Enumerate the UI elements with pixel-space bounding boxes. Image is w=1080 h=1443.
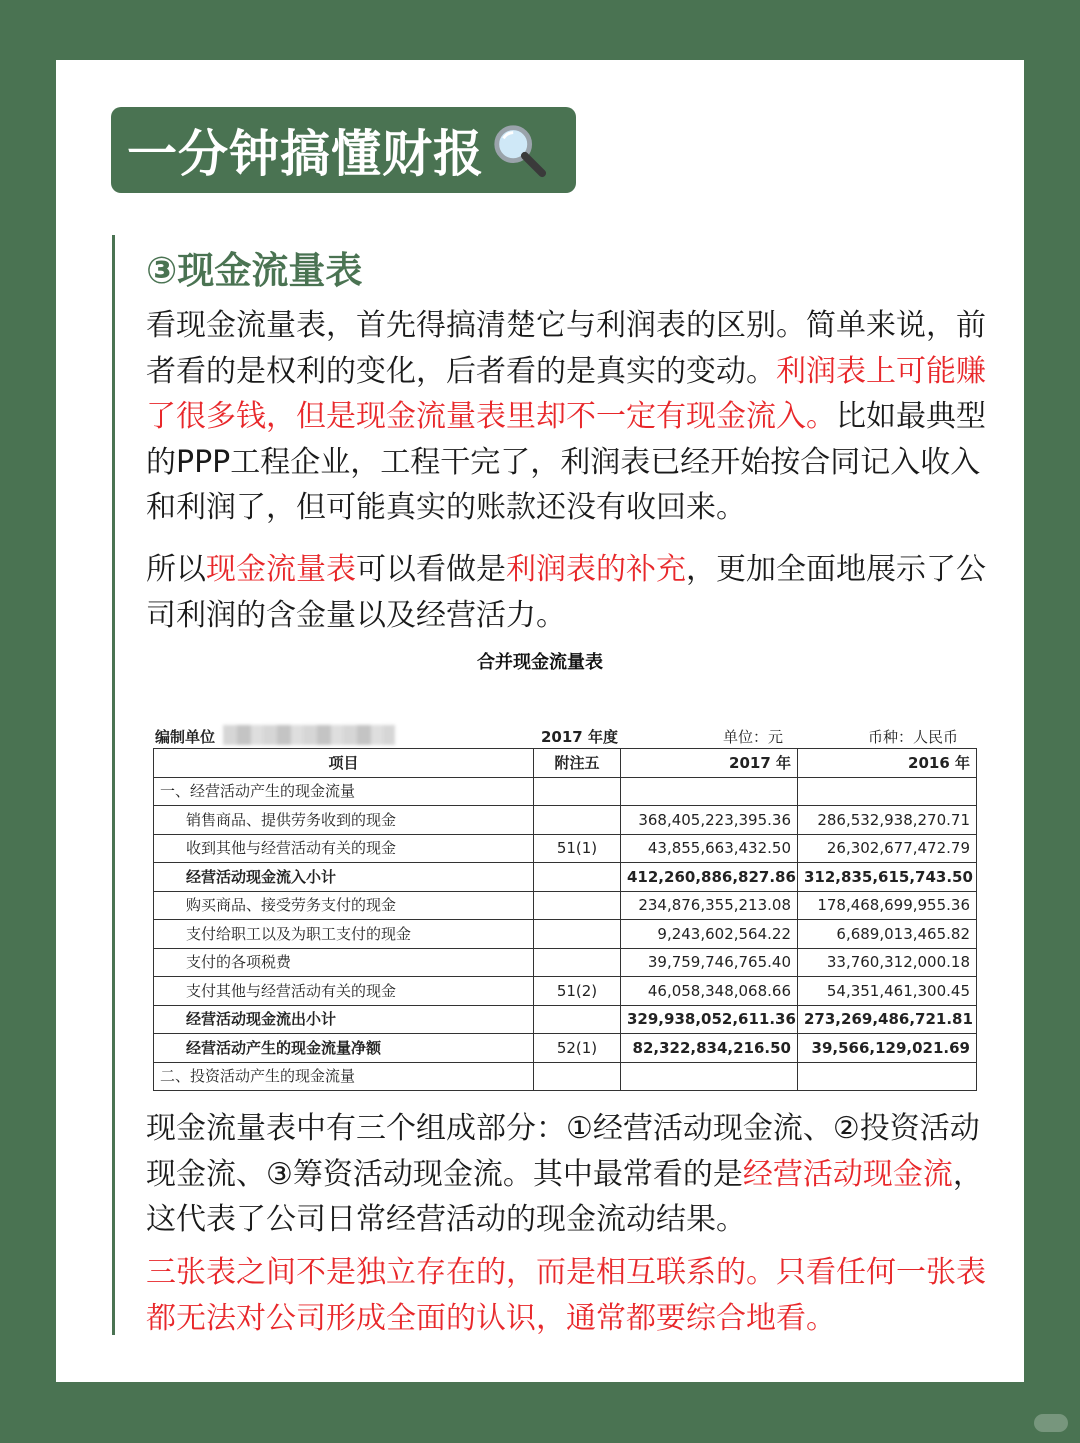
p1-text-b: 比如最典型的PPP工程企业，工程干完了，利润表已经开始按合同记入收入和利润了，但可能真实的账款还没有收回来。 bbox=[146, 399, 986, 525]
row-note bbox=[534, 891, 621, 920]
table-row bbox=[154, 834, 977, 863]
row-2016: 312,835,615,743.50 bbox=[798, 863, 977, 892]
row-2016: 39,566,129,021.69 bbox=[798, 1034, 977, 1063]
page-title: 一分钟搞懂财报 bbox=[127, 125, 484, 183]
row-2016 bbox=[798, 777, 977, 806]
left-accent-line bbox=[112, 235, 115, 1335]
table-row bbox=[154, 863, 977, 892]
p3-text-a: 现金流量表中有三个组成部分：①经营活动现金流、②投资活动现金流、③筹资活动现金流。其中最常看的是 bbox=[146, 1111, 980, 1192]
row-2017: 329,938,052,611.36 bbox=[621, 1005, 798, 1034]
row-2017: 82,322,834,216.50 bbox=[621, 1034, 798, 1063]
table-unit-label: 编制单位 bbox=[155, 728, 216, 746]
paragraph-3 bbox=[146, 1106, 1006, 1243]
paragraph-4 bbox=[146, 1250, 1006, 1341]
row-2016: 33,760,312,000.18 bbox=[798, 948, 977, 977]
p1-text-a: 看现金流量表，首先得搞清楚它与利润表的区别。简单来说，前者看的是权利的变化，后者看的是真实的变动。 bbox=[146, 308, 986, 389]
row-item: 经营活动现金流入小计 bbox=[154, 863, 534, 892]
watermark-badge bbox=[1034, 1414, 1068, 1432]
p3-highlight: 经营活动现金流 bbox=[742, 1156, 953, 1192]
magnifier-icon bbox=[490, 121, 548, 179]
row-2017: 46,058,348,068.66 bbox=[621, 977, 798, 1006]
row-2016: 273,269,486,721.81 bbox=[798, 1005, 977, 1034]
row-item: 经营活动现金流出小计 bbox=[154, 1005, 534, 1034]
table-title: 合并现金流量表 bbox=[477, 652, 603, 673]
row-item: 一、经营活动产生的现金流量 bbox=[154, 777, 534, 806]
table-year-label: 2017 年度 bbox=[541, 728, 618, 746]
row-item: 销售商品、提供劳务收到的现金 bbox=[154, 806, 534, 835]
table-row bbox=[154, 1034, 977, 1063]
table-row bbox=[154, 977, 977, 1006]
table-row bbox=[154, 1005, 977, 1034]
table-row bbox=[154, 777, 977, 806]
row-item: 支付其他与经营活动有关的现金 bbox=[154, 977, 534, 1006]
paragraph-1 bbox=[146, 303, 1006, 531]
row-2016: 178,468,699,955.36 bbox=[798, 891, 977, 920]
table-row bbox=[154, 920, 977, 949]
section-title: ③现金流量表 bbox=[146, 249, 363, 292]
header-note: 附注五 bbox=[534, 749, 621, 778]
row-2017: 234,876,355,213.08 bbox=[621, 891, 798, 920]
row-2017: 368,405,223,395.36 bbox=[621, 806, 798, 835]
row-note bbox=[534, 806, 621, 835]
row-2017 bbox=[621, 1062, 798, 1091]
p1-highlight: 利润表上可能赚了很多钱，但是现金流量表里却不一定有现金流入。 bbox=[146, 353, 986, 434]
p2-highlight-b: 利润表的补充 bbox=[506, 552, 686, 587]
paragraph-2 bbox=[146, 547, 1006, 638]
table-row bbox=[154, 948, 977, 977]
redacted-company-name bbox=[223, 725, 395, 745]
row-note bbox=[534, 1062, 621, 1091]
row-note: 51(2) bbox=[534, 977, 621, 1006]
table-row bbox=[154, 891, 977, 920]
cash-flow-table bbox=[153, 748, 977, 1091]
row-item: 收到其他与经营活动有关的现金 bbox=[154, 834, 534, 863]
row-note bbox=[534, 1005, 621, 1034]
row-note bbox=[534, 863, 621, 892]
row-2017: 412,260,886,827.86 bbox=[621, 863, 798, 892]
table-currency: 币种：人民币 bbox=[868, 728, 959, 746]
p2-text-c: ，更加全面地展示了公司利润的含金量以及经营活力。 bbox=[146, 552, 986, 633]
row-note bbox=[534, 777, 621, 806]
row-item: 支付的各项税费 bbox=[154, 948, 534, 977]
p2-text-b: 可以看做是 bbox=[356, 552, 506, 587]
header-2016: 2016 年 bbox=[798, 749, 977, 778]
content-card bbox=[56, 60, 1024, 1382]
row-2016: 54,351,461,300.45 bbox=[798, 977, 977, 1006]
row-2016 bbox=[798, 1062, 977, 1091]
row-2016: 286,532,938,270.71 bbox=[798, 806, 977, 835]
p3-text-b: ，这代表了公司日常经营活动的现金流动结果。 bbox=[146, 1156, 983, 1237]
table-row bbox=[154, 806, 977, 835]
row-item: 二、投资活动产生的现金流量 bbox=[154, 1062, 534, 1091]
row-note bbox=[534, 948, 621, 977]
row-note bbox=[534, 920, 621, 949]
header-2017: 2017 年 bbox=[621, 749, 798, 778]
row-2016: 26,302,677,472.79 bbox=[798, 834, 977, 863]
row-item: 支付给职工以及为职工支付的现金 bbox=[154, 920, 534, 949]
table-header-row bbox=[154, 749, 977, 778]
table-currency-unit: 单位：元 bbox=[723, 728, 784, 746]
table-row bbox=[154, 1062, 977, 1091]
p2-text-a: 所以 bbox=[146, 552, 206, 587]
row-2016: 6,689,013,465.82 bbox=[798, 920, 977, 949]
row-item: 购买商品、接受劳务支付的现金 bbox=[154, 891, 534, 920]
row-2017: 39,759,746,765.40 bbox=[621, 948, 798, 977]
row-2017: 43,855,663,432.50 bbox=[621, 834, 798, 863]
p2-highlight-a: 现金流量表 bbox=[206, 552, 356, 587]
title-banner bbox=[111, 107, 576, 193]
row-note: 52(1) bbox=[534, 1034, 621, 1063]
row-2017 bbox=[621, 777, 798, 806]
row-item: 经营活动产生的现金流量净额 bbox=[154, 1034, 534, 1063]
p4-highlight: 三张表之间不是独立存在的，而是相互联系的。只看任何一张表都无法对公司形成全面的认识，通常都要综合地看。 bbox=[146, 1255, 986, 1336]
row-2017: 9,243,602,564.22 bbox=[621, 920, 798, 949]
header-item: 项目 bbox=[154, 749, 534, 778]
row-note: 51(1) bbox=[534, 834, 621, 863]
